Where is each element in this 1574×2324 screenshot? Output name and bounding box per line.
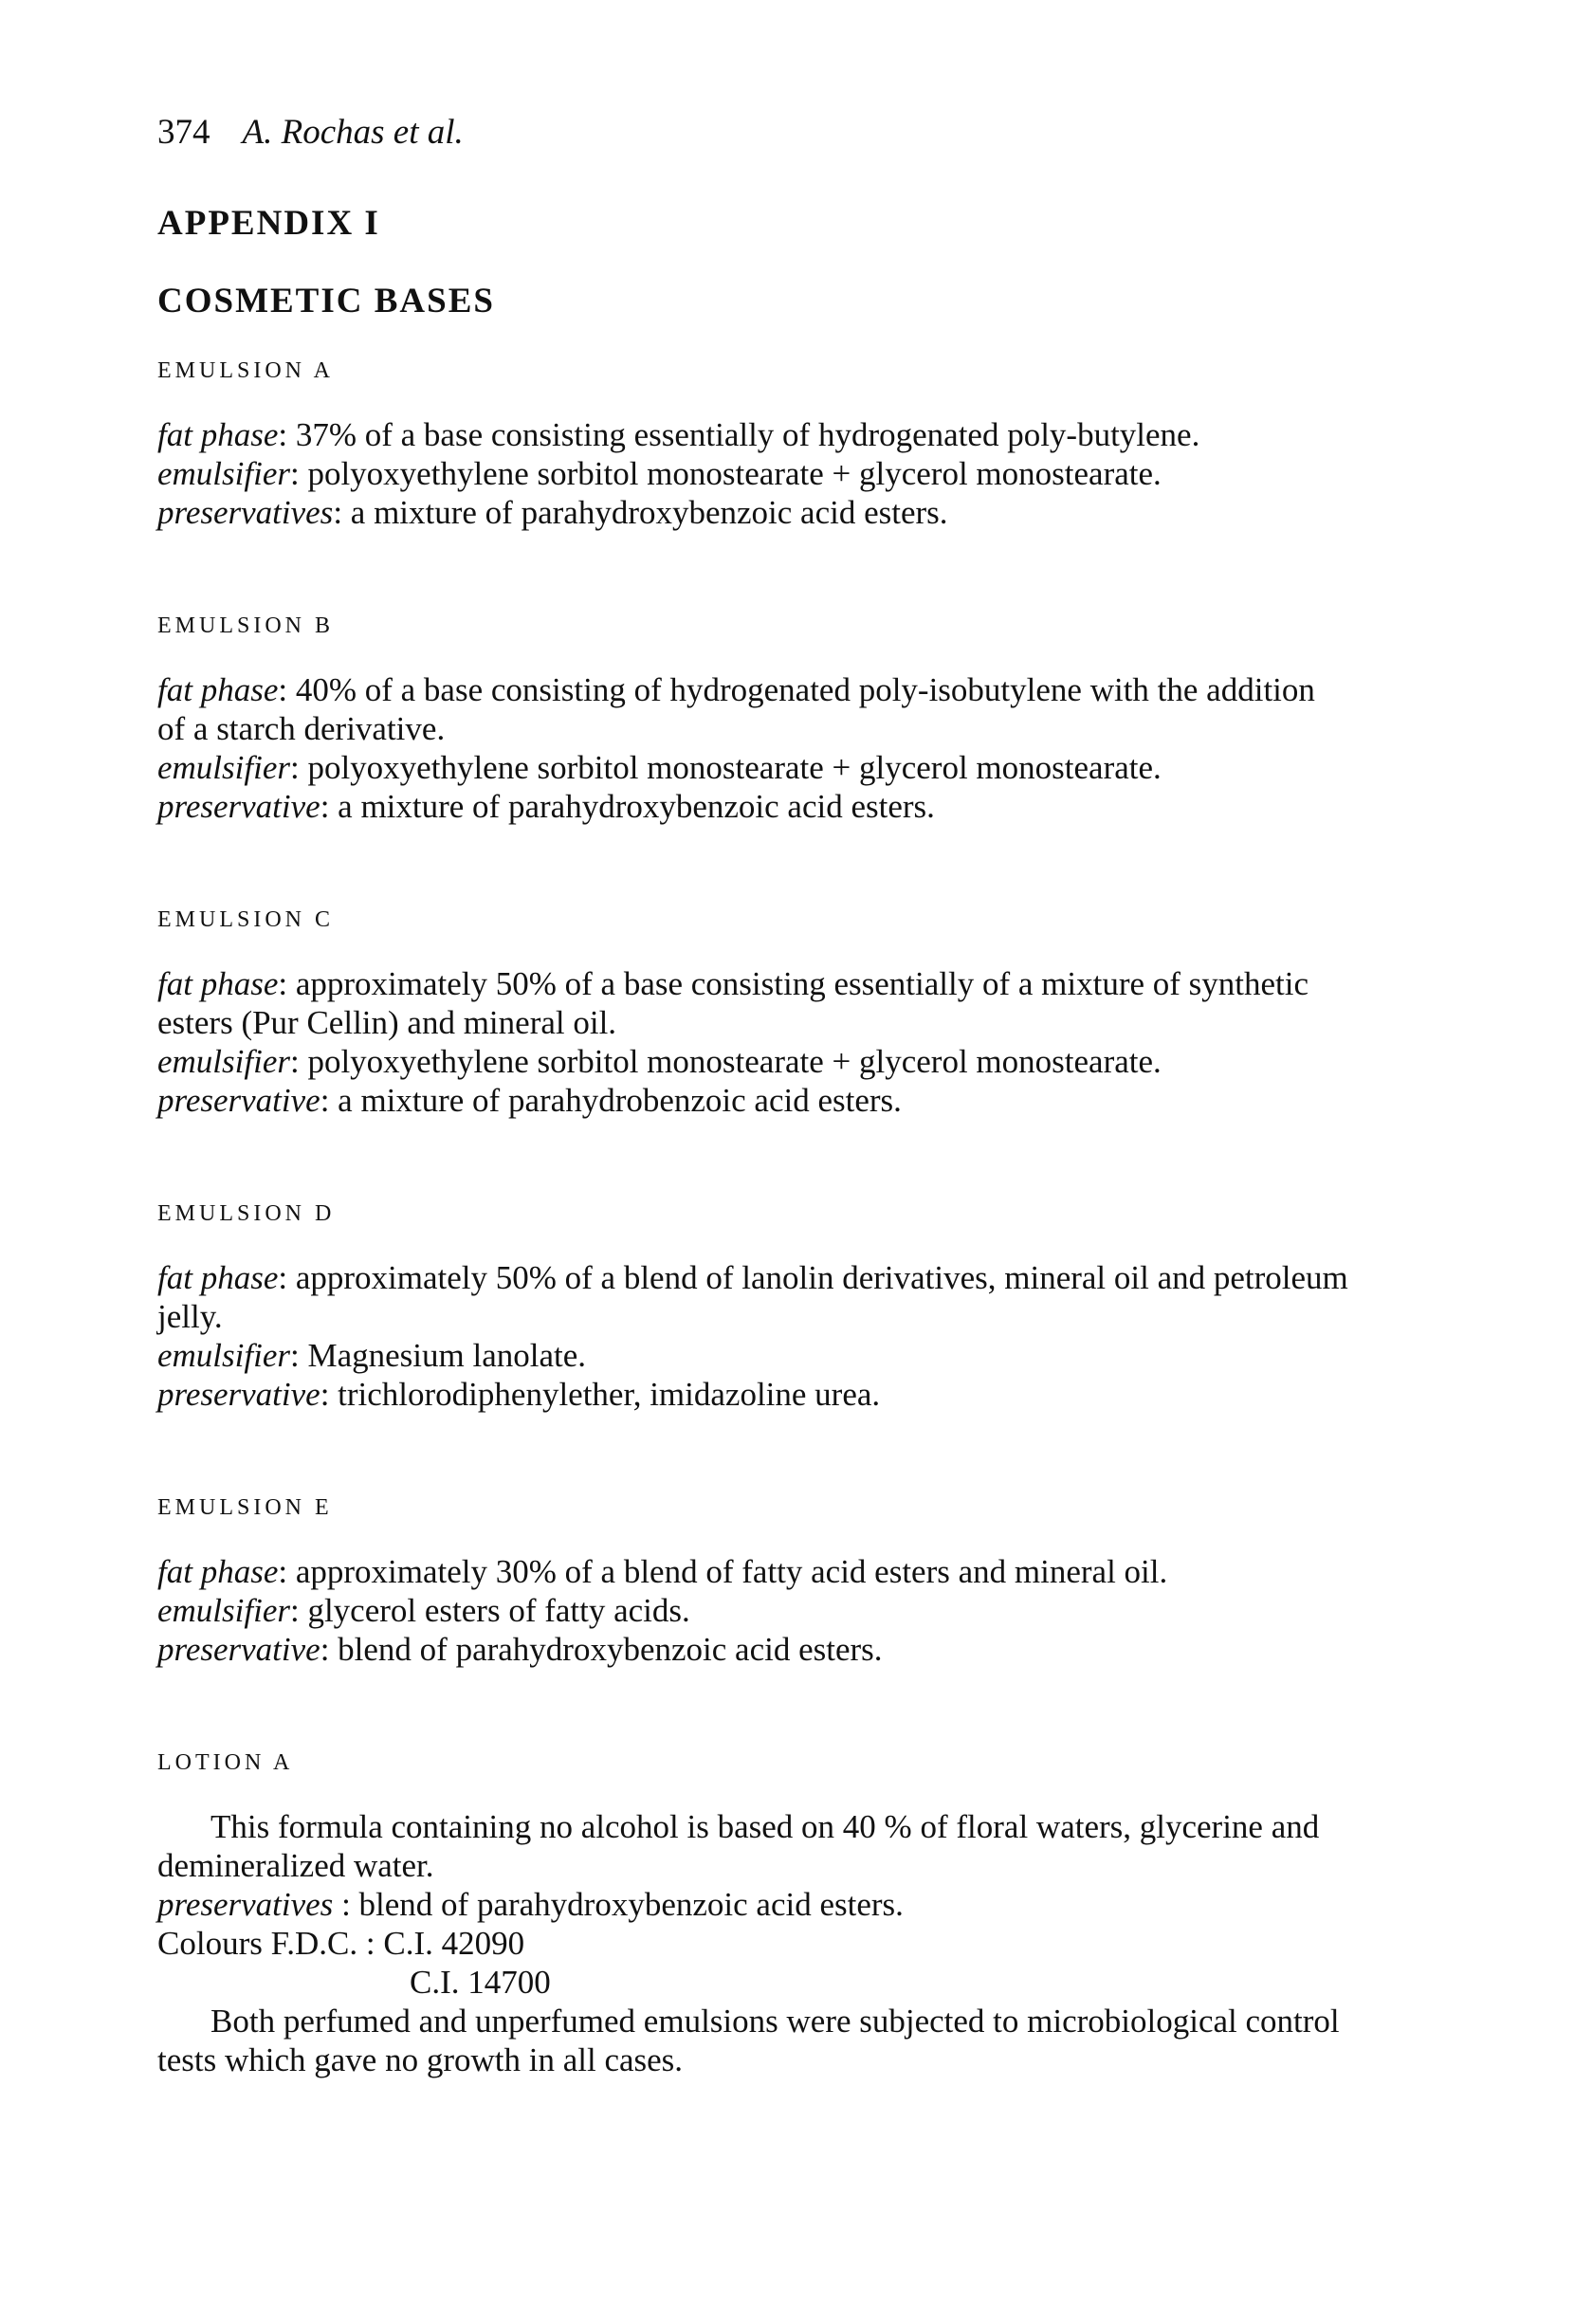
- term-label: preservative: [157, 788, 320, 825]
- lotion-preservatives: [157, 1885, 1447, 1924]
- line-text: : polyoxyethylene sorbitol monostearate + glycerol monostearate.: [289, 1043, 1162, 1080]
- section-line: [157, 748, 1447, 787]
- term-label: emulsifier: [157, 1043, 290, 1080]
- section-line: [157, 493, 1447, 532]
- lotion-section: [157, 1748, 1447, 2079]
- page: [157, 114, 1447, 2079]
- section-label: EMULSION A: [157, 358, 335, 383]
- line-text: : approximately 50% of a base consisting essentially of a mixture of synthetic: [278, 965, 1309, 1002]
- term-label: preservatives: [157, 494, 334, 531]
- line-text: : 37% of a base consisting essentially of hydrogenated poly-butylene.: [278, 416, 1200, 453]
- section-line: [157, 1336, 1447, 1375]
- appendix-title: APPENDIX I: [157, 204, 380, 243]
- section-line: [157, 964, 1447, 1003]
- term-label: fat phase: [157, 671, 279, 708]
- lotion-intro-line-1: This formula containing no alcohol is based on 40 % of floral waters, glycerine and: [210, 1808, 1320, 1845]
- line-text: : a mixture of parahydroxybenzoic acid esters.: [333, 494, 948, 531]
- emulsion-section: [157, 612, 1447, 826]
- term-label: emulsifier: [157, 1337, 290, 1374]
- term-label: fat phase: [157, 1259, 279, 1296]
- section-line: [157, 1003, 1447, 1042]
- lotion-label: LOTION A: [157, 1750, 294, 1775]
- line-text: : approximately 50% of a blend of lanolin derivatives, mineral oil and petroleum: [278, 1259, 1348, 1296]
- emulsion-section: [157, 1199, 1447, 1414]
- lotion-intro-line-2: demineralized water.: [157, 1847, 434, 1884]
- section-label: EMULSION B: [157, 613, 335, 638]
- term-label: emulsifier: [157, 455, 290, 492]
- emulsion-section: [157, 1493, 1447, 1669]
- section-line: [157, 415, 1447, 454]
- term-label: fat phase: [157, 965, 279, 1002]
- section-label: EMULSION D: [157, 1201, 336, 1226]
- line-text: : blend of parahydroxybenzoic acid esters.: [320, 1631, 883, 1668]
- line-text: : a mixture of parahydroxybenzoic acid esters.: [320, 788, 935, 825]
- line-text: : polyoxyethylene sorbitol monostearate + glycerol monostearate.: [289, 749, 1162, 786]
- running-head-author: A. Rochas et al.: [242, 113, 464, 152]
- term-label: preservative: [157, 1082, 320, 1119]
- section-line: [157, 709, 1447, 748]
- section-line: [157, 454, 1447, 493]
- lotion-closing-line-2: tests which gave no growth in all cases.: [157, 2041, 684, 2078]
- term-label: preservative: [157, 1631, 320, 1668]
- emulsion-section: [157, 906, 1447, 1120]
- term-label: fat phase: [157, 1553, 279, 1590]
- line-text: : approximately 30% of a blend of fatty acid esters and mineral oil.: [278, 1553, 1168, 1590]
- section-line: [157, 1258, 1447, 1297]
- section-line: [157, 1552, 1447, 1591]
- lotion-colours-second: C.I. 14700: [410, 1964, 551, 2001]
- section-line: [157, 1297, 1447, 1336]
- section-line: [157, 670, 1447, 709]
- section-line: [157, 1042, 1447, 1081]
- lotion-colours-line: Colours F.D.C. : C.I. 42090: [157, 1925, 525, 1962]
- section-line: [157, 1591, 1447, 1630]
- line-text: : a mixture of parahydrobenzoic acid esters.: [320, 1082, 902, 1119]
- term-label: fat phase: [157, 416, 279, 453]
- line-text: : Magnesium lanolate.: [289, 1337, 586, 1374]
- line-text: : polyoxyethylene sorbitol monostearate + glycerol monostearate.: [289, 455, 1162, 492]
- lotion-preservatives-term: preservatives: [157, 1886, 334, 1923]
- emulsion-section: [157, 357, 1447, 532]
- section-line: [157, 1630, 1447, 1669]
- term-label: emulsifier: [157, 1592, 290, 1629]
- line-text: jelly.: [157, 1298, 223, 1335]
- line-text: esters (Pur Cellin) and mineral oil.: [157, 1004, 617, 1041]
- section-label: EMULSION E: [157, 1495, 333, 1520]
- emulsion-sections: [157, 357, 1447, 1669]
- line-text: : trichlorodiphenylether, imidazoline urea.: [320, 1376, 881, 1413]
- section-line: [157, 1375, 1447, 1414]
- page-number: 374: [157, 113, 210, 152]
- running-head: [157, 114, 1447, 152]
- line-text: : 40% of a base consisting of hydrogenated poly-isobutylene with the addition: [278, 671, 1315, 708]
- term-label: emulsifier: [157, 749, 290, 786]
- lotion-preservatives-text: : blend of parahydroxybenzoic acid esters.: [333, 1886, 904, 1923]
- bases-title: COSMETIC BASES: [157, 282, 495, 320]
- line-text: : glycerol esters of fatty acids.: [289, 1592, 690, 1629]
- line-text: of a starch derivative.: [157, 710, 446, 747]
- section-label: EMULSION C: [157, 907, 335, 932]
- section-line: [157, 787, 1447, 826]
- lotion-closing-line-1: Both perfumed and unperfumed emulsions were subjected to microbiological control: [210, 2003, 1340, 2040]
- term-label: preservative: [157, 1376, 320, 1413]
- section-line: [157, 1081, 1447, 1120]
